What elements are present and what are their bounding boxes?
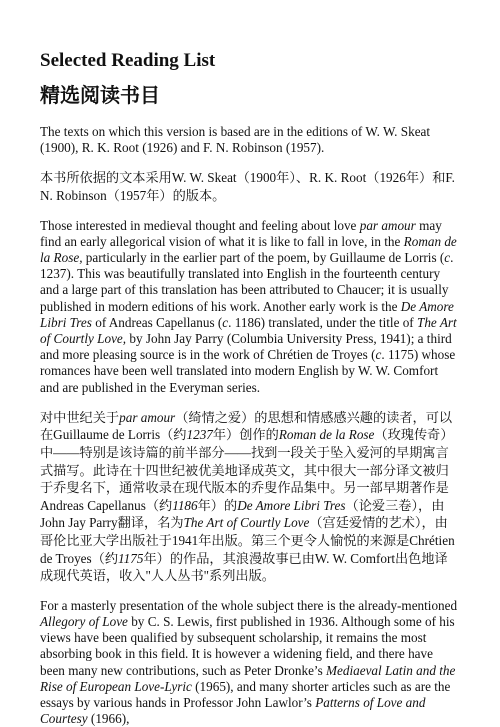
paragraph-medieval-love-en: Those interested in medieval thought and feeling about love par amour may find an early allegorical vision of what it is like to fall in love, in the Roman de la Rose, particularly in the earlier part of the poem, by Guillaume de Lorris (c. 1237). This was beautifully translated into English in the fourteenth century and a large part of this translation has been attributed to Chaucer; it is usually published in modern editions of his work. Another early work is the De Amore Libri Tres of Andreas Capellanus (c. 1186) translated, under the title of The Art of Courtly Love, by John Jay Parry (Columbia University Press, 1941); a third and more pleasing source is in the work of Chrétien de Troyes (c. 1175) whose romances have been well translated into modern English by W. W. Comfort and are published in the Everyman series.	[40, 217, 457, 395]
paragraph-allegory-en: For a masterly presentation of the whole subject there is the already-mentioned Allegory of Love by C. S. Lewis, first published in 1936. Although some of his views have been qualified by subsequent scholarship, it remains the most absorbing book in this field. It is however a widening field, and there have been many new contributions, such as Peter Dronke’s Mediaeval Latin and the Rise of European Love-Lyric (1965), and many shorter articles such as are the essays by various hands in Professor John Lawlor’s Patterns of Love and Courtesy (1966),	[40, 597, 458, 727]
heading-english: Selected Reading List	[40, 50, 216, 71]
paragraph-editions-zh: 本书所依据的文本采用W. W. Skeat（1900年）、R. K. Root（1926年）和F. N. Robinson（1957年）的版本。	[40, 170, 455, 203]
heading-chinese: 精选阅读书目	[40, 83, 160, 107]
paragraph-editions-en: The texts on which this version is based are in the editions of W. W. Skeat (1900), R. K. Root (1926) and F. N. Robinson (1957).	[40, 124, 431, 156]
paragraph-medieval-love-zh: 对中世纪关于par amour（绮情之爱）的思想和情感感兴趣的读者，可以在Guillaume de Lorris（约1237年）创作的Roman de la Rose（玫瑰传奇）中——特别是该诗篇的前半部分——找到一段关于坠入爱河的早期寓言式描写。此诗在十四世纪被优美地译成英文，其中很大一部分译文被归于乔叟名下，通常收录在现代版本的乔叟作品集中。另一部早期著作是Andreas Capellanus（约1186年）的De Amore Libri Tres（论爱三卷），由John Jay Parry翻译，名为The Art of Courtly Love（宫廷爱情的艺术），由哥伦比亚大学出版社于1941年出版。第三个更令人愉悦的来源是Chrétien de Troyes（约1175年）的作品，其浪漫故事已由W. W. Comfort出色地译成现代英语，收入"人人丛书"系列出版。	[40, 409, 455, 584]
document-page	[40, 50, 460, 727]
